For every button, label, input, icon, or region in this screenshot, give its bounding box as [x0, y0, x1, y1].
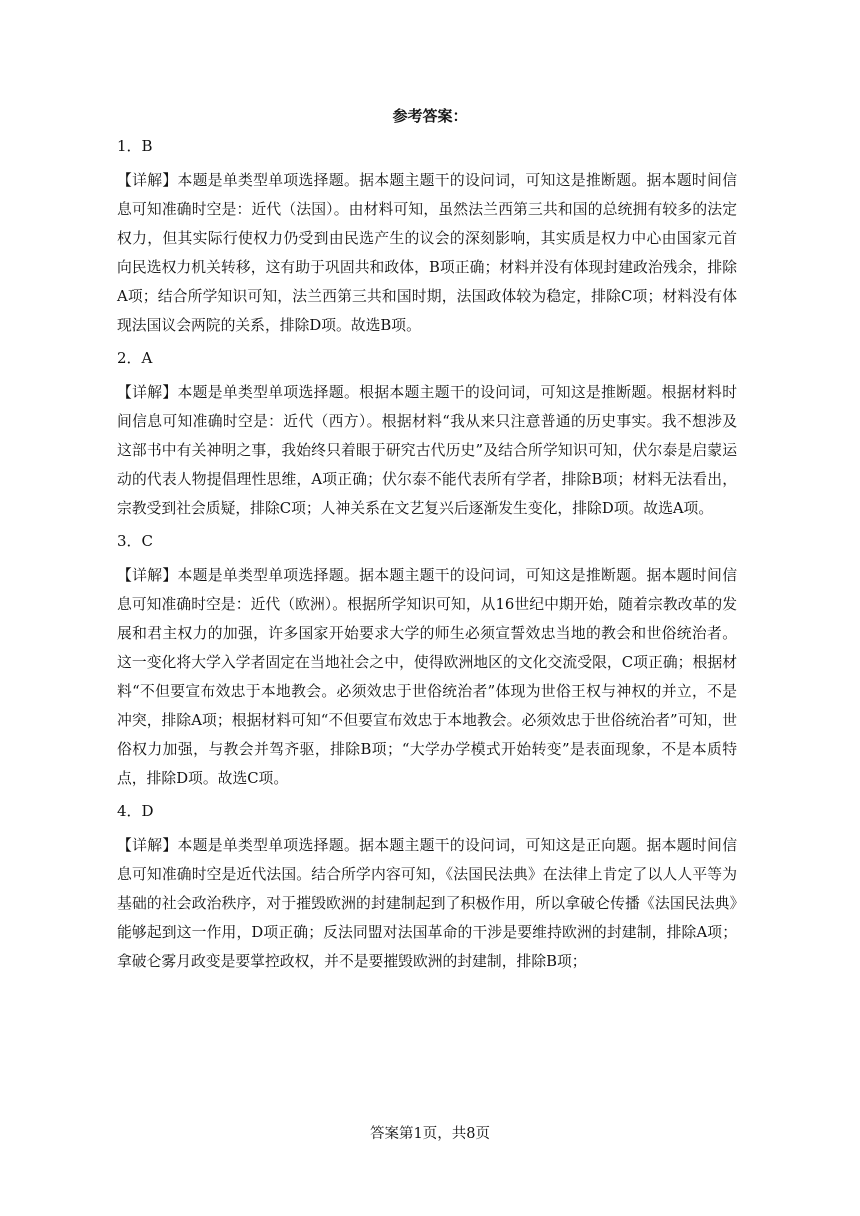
answer-number: 2．A [117, 349, 153, 367]
answer-item-1 [117, 136, 737, 340]
answer-explanation: 【详解】本题是单类型单项选择题。根据本题主题干的设问词，可知这是推断题。根据材料时间信息可知准确时空是：近代（西方）。根据材料“我从来只注意普通的历史事实。我不想涉及这部书中有关神明之事，我始终只着眼于研究古代历史”及结合所学知识可知，伏尔泰是启蒙运动的代表人物提倡理性思维，A项正确；伏尔泰不能代表所有学者，排除B项；材料无法看出，宗教受到社会质疑，排除C项；人神关系在文艺复兴后逐渐发生变化，排除D项。故选A项。 [117, 384, 737, 517]
answer-item-3 [117, 531, 737, 793]
answer-explanation: 【详解】本题是单类型单项选择题。据本题主题干的设问词，可知这是推断题。据本题时间信息可知准确时空是：近代（欧洲）。根据所学知识可知，从16世纪中期开始，随着宗教改革的发展和君主权力的加强，许多国家开始要求大学的师生必须宣誓效忠当地的教会和世俗统治者。这一变化将大学入学者固定在当地社会之中，使得欧洲地区的文化交流受限，C项正确；根据材料“不但要宣布效忠于本地教会。必须效忠于世俗统治者”体现为世俗王权与神权的并立，不是冲突，排除A项；根据材料可知“不但要宣布效忠于本地教会。必须效忠于世俗统治者”可知，世俗权力加强，与教会并驾齐驱，排除B项；“大学办学模式开始转变”是表面现象，不是本质特点，排除D项。故选C项。 [117, 567, 737, 787]
answer-number: 4．D [117, 802, 154, 820]
answer-item-4 [117, 801, 737, 976]
page-footer: 答案第1页，共8页 [370, 1126, 490, 1142]
answer-number: 1．B [117, 137, 153, 155]
answer-explanation: 【详解】本题是单类型单项选择题。据本题主题干的设问词，可知这是正向题。据本题时间信息可知准确时空是近代法国。结合所学内容可知，《法国民法典》在法律上肯定了以人人平等为基础的社会政治秩序，对于摧毁欧洲的封建制起到了积极作用，所以拿破仑传播《法国民法典》能够起到这一作用，D项正确；反法同盟对法国革命的干涉是要维持欧洲的封建制，排除A项；拿破仑雾月政变是要掌控政权，并不是要摧毁欧洲的封建制，排除B项； [117, 837, 737, 970]
answer-item-2 [117, 348, 737, 523]
answer-explanation: 【详解】本题是单类型单项选择题。据本题主题干的设问词，可知这是推断题。据本题时间信息可知准确时空是：近代（法国）。由材料可知，虽然法兰西第三共和国的总统拥有较多的法定权力，但其实际行使权力仍受到由民选产生的议会的深刻影响，其实质是权力中心由国家元首向民选权力机关转移，这有助于巩固共和政体，B项正确；材料并没有体现封建政治残余，排除A项；结合所学知识可知，法兰西第三共和国时期，法国政体较为稳定，排除C项；材料没有体现法国议会两院的关系，排除D项。故选B项。 [117, 172, 737, 334]
answer-list [117, 136, 737, 984]
answer-number: 3．C [117, 532, 154, 550]
page-title: 参考答案： [392, 107, 468, 125]
